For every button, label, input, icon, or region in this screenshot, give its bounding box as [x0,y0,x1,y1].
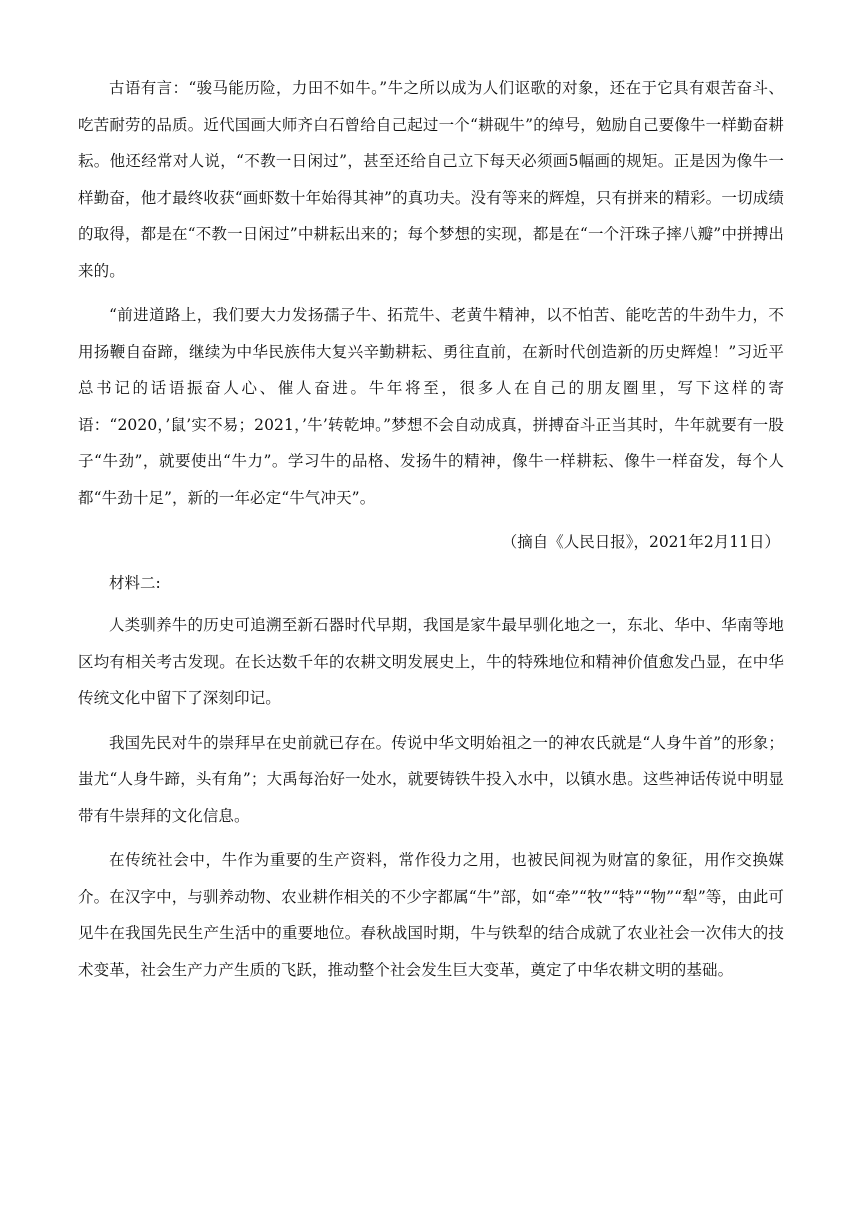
material1-paragraph-1: 古语有言：“骏马能历险，力田不如牛。”牛之所以成为人们讴歌的对象，还在于它具有艰苦奋斗、吃苦耐劳的品质。近代国画大师齐白石曾给自己起过一个“耕砚牛”的绰号，勉励自己要像牛一样勤奋耕耘。他还经常对人说，“不教一日闲过”，甚至还给自己立下每天必须画5幅画的规矩。正是因为像牛一样勤奋，他才最终收获“画虾数十年始得其神”的真功夫。没有等来的辉煌，只有拼来的精彩。一切成绩的取得，都是在“不教一日闲过”中耕耘出来的；每个梦想的实现，都是在“一个汗珠子摔八瓣”中拼搏出来的。 [78,79,784,280]
source-citation: （摘自《人民日报》，2021年2月11日） [501,533,780,551]
material2-paragraph-3: 在传统社会中，牛作为重要的生产资料，常作役力之用，也被民间视为财富的象征，用作交换媒介。在汉字中，与驯养动物、农业耕作相关的不少字都属“牛”部，如“牵”“牧”“特”“物”“犁”等，由此可见牛在我国先民生产生活中的重要地位。春秋战国时期，牛与铁犁的结合成就了农业社会一次伟大的技术变革，社会生产力产生质的飞跃，推动整个社会发生巨大变革，奠定了中华农耕文明的基础。 [78,851,784,979]
material2-heading: 材料二: [109,573,161,592]
material1-paragraph-2: “前进道路上，我们要大力发扬孺子牛、拓荒牛、老黄牛精神，以不怕苦、能吃苦的牛劲牛力，不用扬鞭自奋蹄，继续为中华民族伟大复兴辛勤耕耘、勇往直前，在新时代创造新的历史辉煌！”习近平总书记的话语振奋人心、催人奋进。牛年将至，很多人在自己的朋友圈里，写下这样的寄语：“2020，’鼠’实不易；2021，’牛’转乾坤。”梦想不会自动成真，拼搏奋斗正当其时，牛年就要有一股子“牛劲”，就要使出“牛力”。学习牛的品格、发扬牛的精神，像牛一样耕耘、像牛一样奋发，每个人都“牛劲十足”，新的一年必定“牛气冲天”。 [78,306,784,507]
material2-paragraph-1: 人类驯养牛的历史可追溯至新石器时代早期，我国是家牛最早驯化地之一，东北、华中、华南等地区均有相关考古发现。在长达数千年的农耕文明发展史上，牛的特殊地位和精神价值愈发凸显，在中华传统文化中留下了深刻印记。 [78,616,784,707]
document-page [78,70,784,996]
material2-paragraph-2: 我国先民对牛的崇拜早在史前就已存在。传说中华文明始祖之一的神农氏就是“人身牛首”的形象；蚩尤“人身牛蹄，头有角”；大禹每治好一处水，就要铸铁牛投入水中，以镇水患。这些神话传说中明显带有牛崇拜的文化信息。 [78,733,784,825]
